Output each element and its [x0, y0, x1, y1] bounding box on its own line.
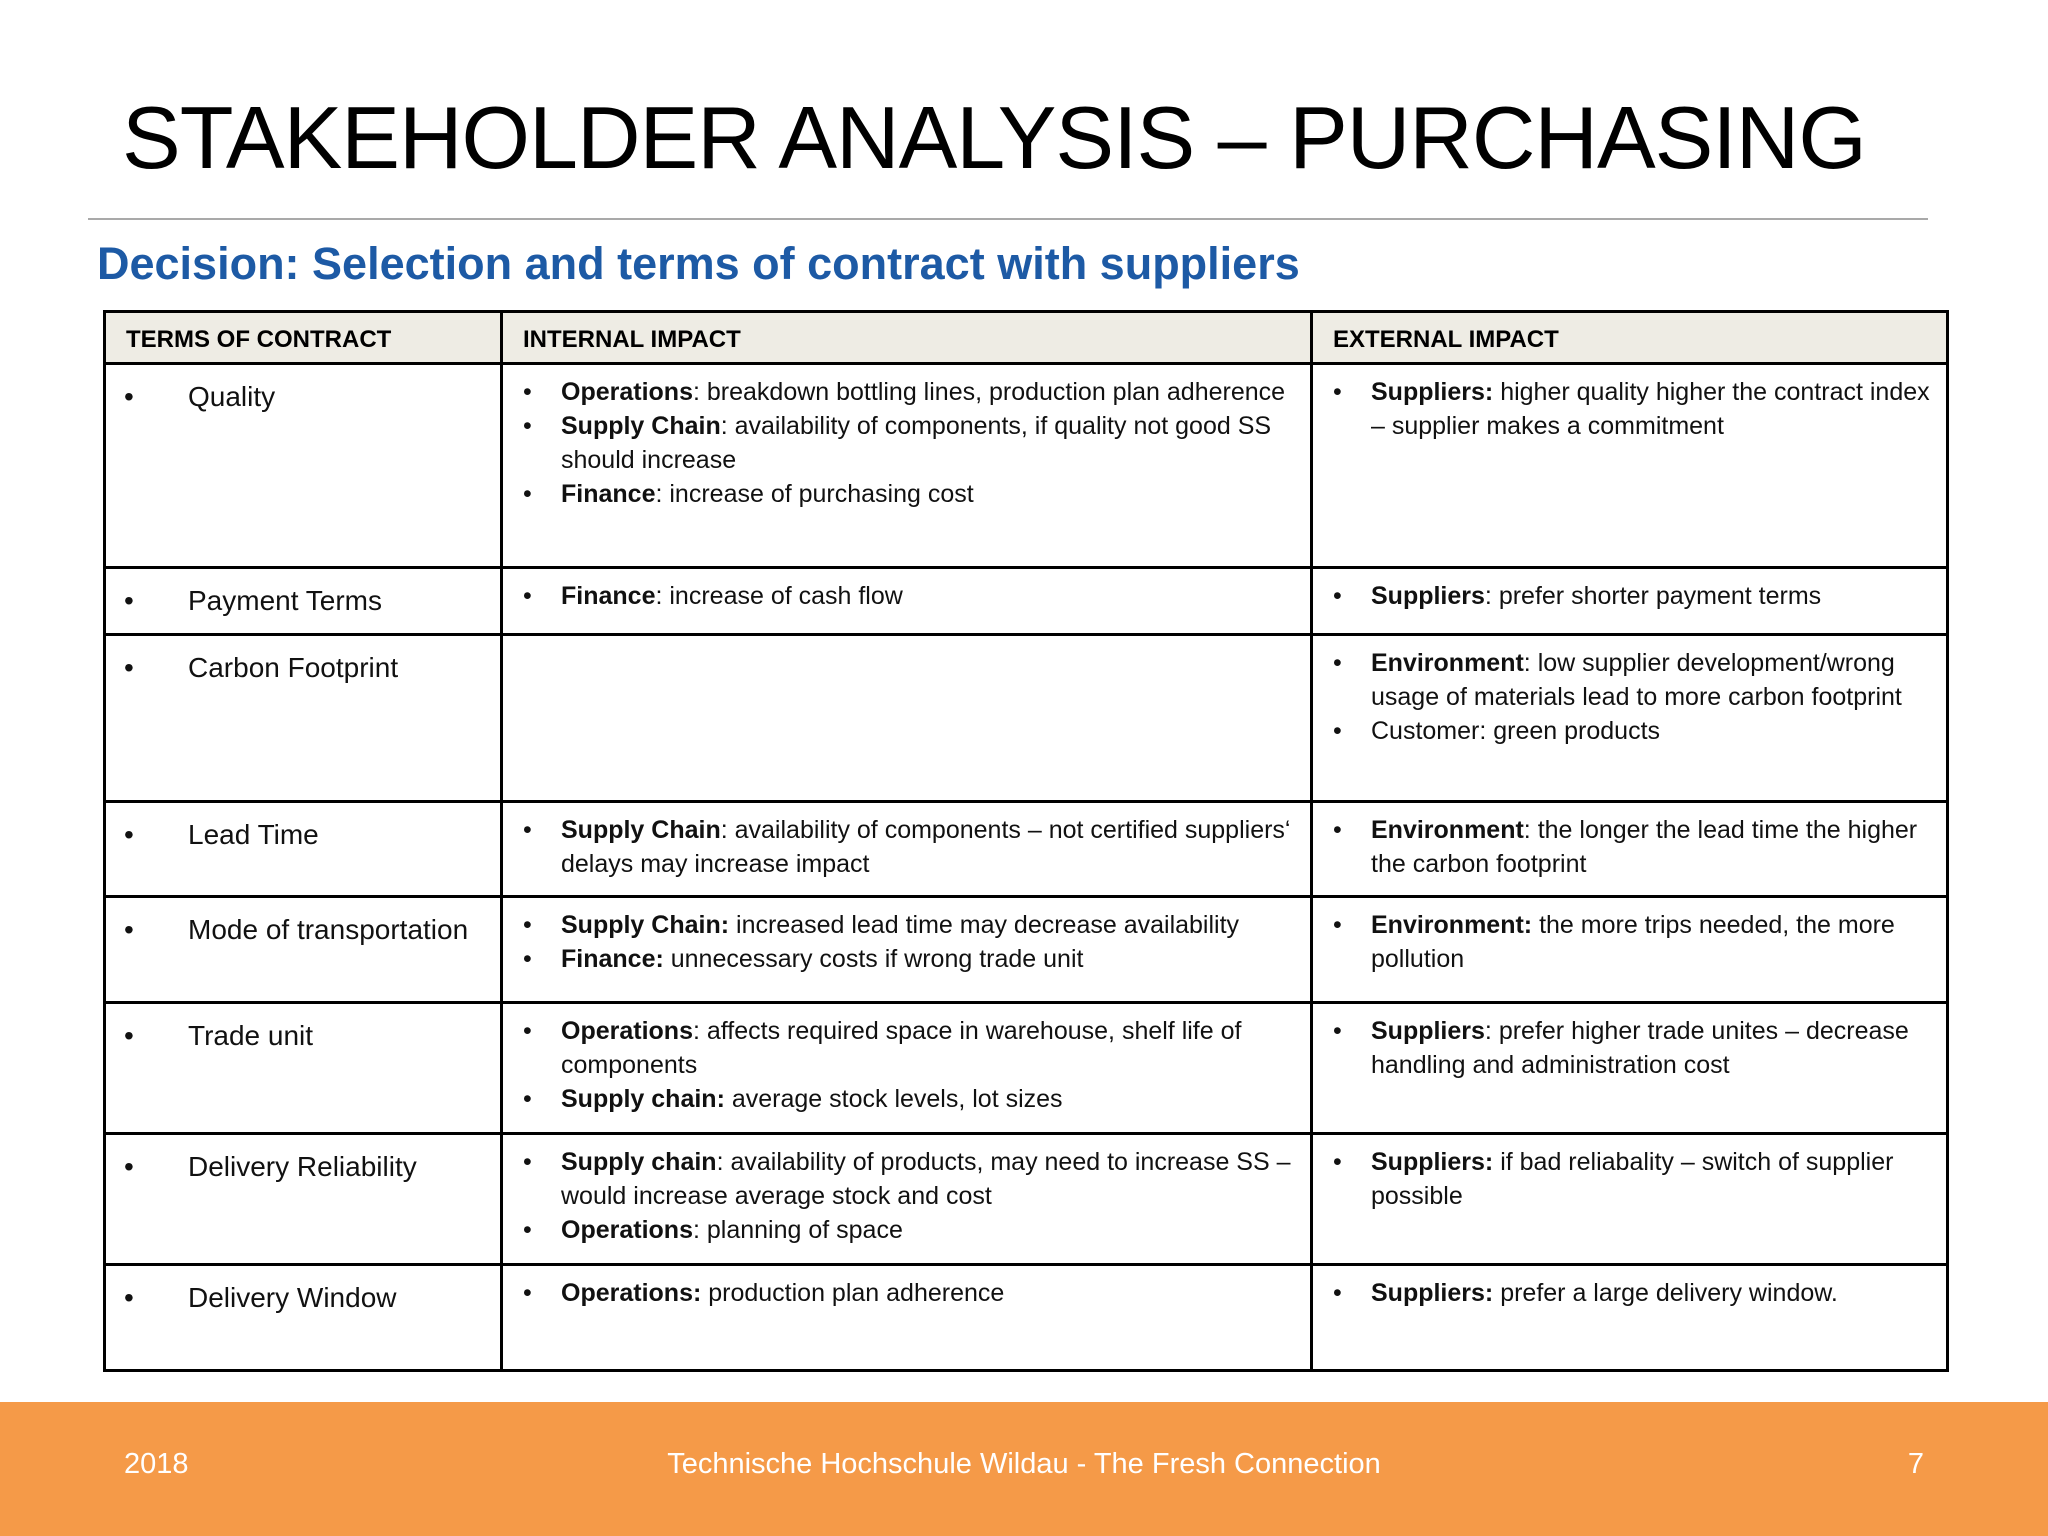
bullet-icon: •	[124, 914, 134, 945]
impact-item	[521, 1014, 1296, 1082]
stakeholder-label: Operations	[561, 378, 693, 406]
internal-impact-list	[521, 813, 1296, 881]
stakeholder-label: Environment:	[1371, 911, 1533, 939]
internal-impact-cell	[502, 802, 1312, 897]
stakeholder-table	[103, 310, 1949, 1372]
impact-item	[1331, 579, 1932, 613]
term-cell	[105, 897, 502, 1003]
external-impact-cell	[1312, 364, 1948, 568]
internal-impact-cell	[502, 364, 1312, 568]
term-item	[124, 813, 486, 855]
internal-impact-cell	[502, 568, 1312, 635]
external-impact-cell	[1312, 568, 1948, 635]
term-label: Carbon Footprint	[188, 652, 399, 683]
term-label: Quality	[188, 381, 276, 412]
table-row	[105, 568, 1948, 635]
table-row	[105, 1003, 1948, 1134]
impact-item	[1331, 1276, 1932, 1310]
stakeholder-label: Suppliers:	[1371, 378, 1494, 406]
header-terms: TERMS OF CONTRACT	[105, 312, 502, 364]
footer-bar	[0, 1402, 2048, 1536]
stakeholder-label: Operations:	[561, 1279, 702, 1307]
stakeholder-label: Supply Chain:	[561, 911, 730, 939]
external-impact-cell	[1312, 635, 1948, 802]
term-item	[124, 1014, 486, 1056]
stakeholder-label: Suppliers	[1371, 582, 1485, 610]
impact-text: average stock levels, lot sizes	[724, 1085, 1063, 1113]
external-impact-cell	[1312, 1134, 1948, 1265]
internal-impact-list	[521, 375, 1296, 511]
bullet-icon: •	[124, 819, 134, 850]
internal-impact-list	[521, 908, 1296, 976]
external-impact-list	[1331, 1014, 1932, 1082]
stakeholder-label: Finance	[561, 480, 656, 508]
impact-item	[521, 813, 1296, 881]
impact-item	[521, 1276, 1296, 1310]
impact-text: : planning of space	[692, 1216, 903, 1244]
internal-impact-list	[521, 1145, 1296, 1247]
internal-impact-cell	[502, 1134, 1312, 1265]
term-item	[124, 375, 486, 417]
slide-title: STAKEHOLDER ANALYSIS – PURCHASING	[122, 88, 1866, 187]
internal-impact-list	[521, 1014, 1296, 1116]
impact-text: higher quality higher the contract index – supplier makes a commitment	[1371, 378, 1930, 440]
header-external: EXTERNAL IMPACT	[1312, 312, 1948, 364]
impact-item	[1331, 908, 1932, 976]
title-divider	[88, 218, 1928, 220]
table-body	[105, 364, 1948, 1371]
impact-text: : the longer the lead time the higher the carbon footprint	[1371, 816, 1918, 878]
term-cell	[105, 568, 502, 635]
stakeholder-label: Supply Chain	[561, 412, 721, 440]
impact-item	[521, 908, 1296, 942]
term-item	[124, 908, 486, 950]
slide-subtitle: Decision: Selection and terms of contract with suppliers	[97, 238, 1300, 289]
external-impact-list	[1331, 375, 1932, 443]
impact-text: : increase of cash flow	[655, 582, 903, 610]
table-row	[105, 364, 1948, 568]
impact-text: : increase of purchasing cost	[655, 480, 974, 508]
internal-impact-list	[521, 1276, 1296, 1310]
term-item	[124, 1276, 486, 1318]
external-impact-list	[1331, 646, 1932, 748]
term-item	[124, 1145, 486, 1187]
stakeholder-label: Finance	[561, 582, 656, 610]
impact-text: increased lead time may decrease availability	[729, 911, 1240, 939]
bullet-icon: •	[124, 1282, 134, 1313]
table-row	[105, 802, 1948, 897]
external-impact-list	[1331, 813, 1932, 881]
header-internal: INTERNAL IMPACT	[502, 312, 1312, 364]
term-label: Lead Time	[188, 819, 319, 850]
impact-text: : breakdown bottling lines, production plan adherence	[692, 378, 1286, 406]
internal-impact-cell	[502, 1003, 1312, 1134]
impact-item	[521, 477, 1296, 511]
stakeholder-label: Environment	[1371, 816, 1524, 844]
bullet-icon: •	[124, 381, 134, 412]
external-impact-list	[1331, 1145, 1932, 1213]
bullet-icon: •	[124, 585, 134, 616]
table-row	[105, 897, 1948, 1003]
internal-impact-cell	[502, 897, 1312, 1003]
term-cell	[105, 364, 502, 568]
external-impact-cell	[1312, 1003, 1948, 1134]
impact-text: : availability of components – not certified suppliers‘ delays may increase impact	[561, 816, 1291, 878]
table-row	[105, 1265, 1948, 1371]
impact-item	[1331, 813, 1932, 881]
bullet-icon: •	[124, 1151, 134, 1182]
stakeholder-label: Operations	[561, 1216, 693, 1244]
impact-item	[521, 409, 1296, 477]
term-cell	[105, 1134, 502, 1265]
term-label: Payment Terms	[188, 585, 382, 616]
external-impact-list	[1331, 579, 1932, 613]
term-label: Mode of transportation	[188, 914, 469, 945]
external-impact-list	[1331, 1276, 1932, 1310]
impact-item	[521, 1145, 1296, 1213]
impact-item	[1331, 1145, 1932, 1213]
footer-title: Technische Hochschule Wildau - The Fresh Connection	[667, 1448, 1381, 1480]
impact-text: unnecessary costs if wrong trade unit	[663, 945, 1084, 973]
term-item	[124, 579, 486, 621]
impact-text: prefer a large delivery window.	[1493, 1279, 1838, 1307]
bullet-icon: •	[124, 652, 134, 683]
stakeholder-label: Operations	[561, 1017, 693, 1045]
internal-impact-cell	[502, 1265, 1312, 1371]
bullet-icon: •	[124, 1020, 134, 1051]
table-header-row	[105, 312, 1948, 364]
impact-text: : prefer higher trade unites – decrease handling and administration cost	[1371, 1017, 1909, 1079]
stakeholder-label: Supply chain:	[561, 1085, 725, 1113]
term-cell	[105, 635, 502, 802]
table-row	[105, 635, 1948, 802]
impact-item	[521, 375, 1296, 409]
impact-item	[1331, 1014, 1932, 1082]
impact-item	[1331, 375, 1932, 443]
impact-text: if bad reliabality – switch of supplier possible	[1371, 1148, 1894, 1210]
term-cell	[105, 1003, 502, 1134]
impact-text: : availability of components, if quality not good SS should increase	[561, 412, 1272, 474]
external-impact-cell	[1312, 802, 1948, 897]
stakeholder-label: Supply Chain	[561, 816, 721, 844]
term-label: Trade unit	[188, 1020, 314, 1051]
page-number: 7	[1907, 1448, 1924, 1480]
table-row	[105, 1134, 1948, 1265]
term-item	[124, 646, 486, 688]
stakeholder-label: Supply chain	[561, 1148, 717, 1176]
stakeholder-label: Finance:	[561, 945, 664, 973]
footer-year: 2018	[124, 1448, 189, 1480]
impact-text: : low supplier development/wrong usage of materials lead to more carbon footprint	[1371, 649, 1902, 711]
term-label: Delivery Window	[188, 1282, 397, 1313]
impact-item	[1331, 714, 1932, 748]
external-impact-list	[1331, 908, 1932, 976]
term-cell	[105, 802, 502, 897]
impact-text: Customer: green products	[1371, 717, 1661, 745]
impact-item	[1331, 646, 1932, 714]
stakeholder-label: Environment	[1371, 649, 1524, 677]
internal-impact-list	[521, 579, 1296, 613]
internal-impact-cell	[502, 635, 1312, 802]
impact-item	[521, 1213, 1296, 1247]
stakeholder-label: Suppliers	[1371, 1017, 1485, 1045]
impact-text: : prefer shorter payment terms	[1484, 582, 1822, 610]
stakeholder-label: Suppliers:	[1371, 1279, 1494, 1307]
impact-item	[521, 942, 1296, 976]
impact-item	[521, 579, 1296, 613]
impact-text: : availability of products, may need to increase SS – would increase average stock and cost	[561, 1148, 1291, 1210]
term-cell	[105, 1265, 502, 1371]
external-impact-cell	[1312, 1265, 1948, 1371]
impact-text: the more trips needed, the more pollution	[1371, 911, 1895, 973]
impact-text: : affects required space in warehouse, shelf life of components	[561, 1017, 1242, 1079]
external-impact-cell	[1312, 897, 1948, 1003]
impact-item	[521, 1082, 1296, 1116]
term-label: Delivery Reliability	[188, 1151, 417, 1182]
impact-text: production plan adherence	[701, 1279, 1005, 1307]
stakeholder-label: Suppliers:	[1371, 1148, 1494, 1176]
